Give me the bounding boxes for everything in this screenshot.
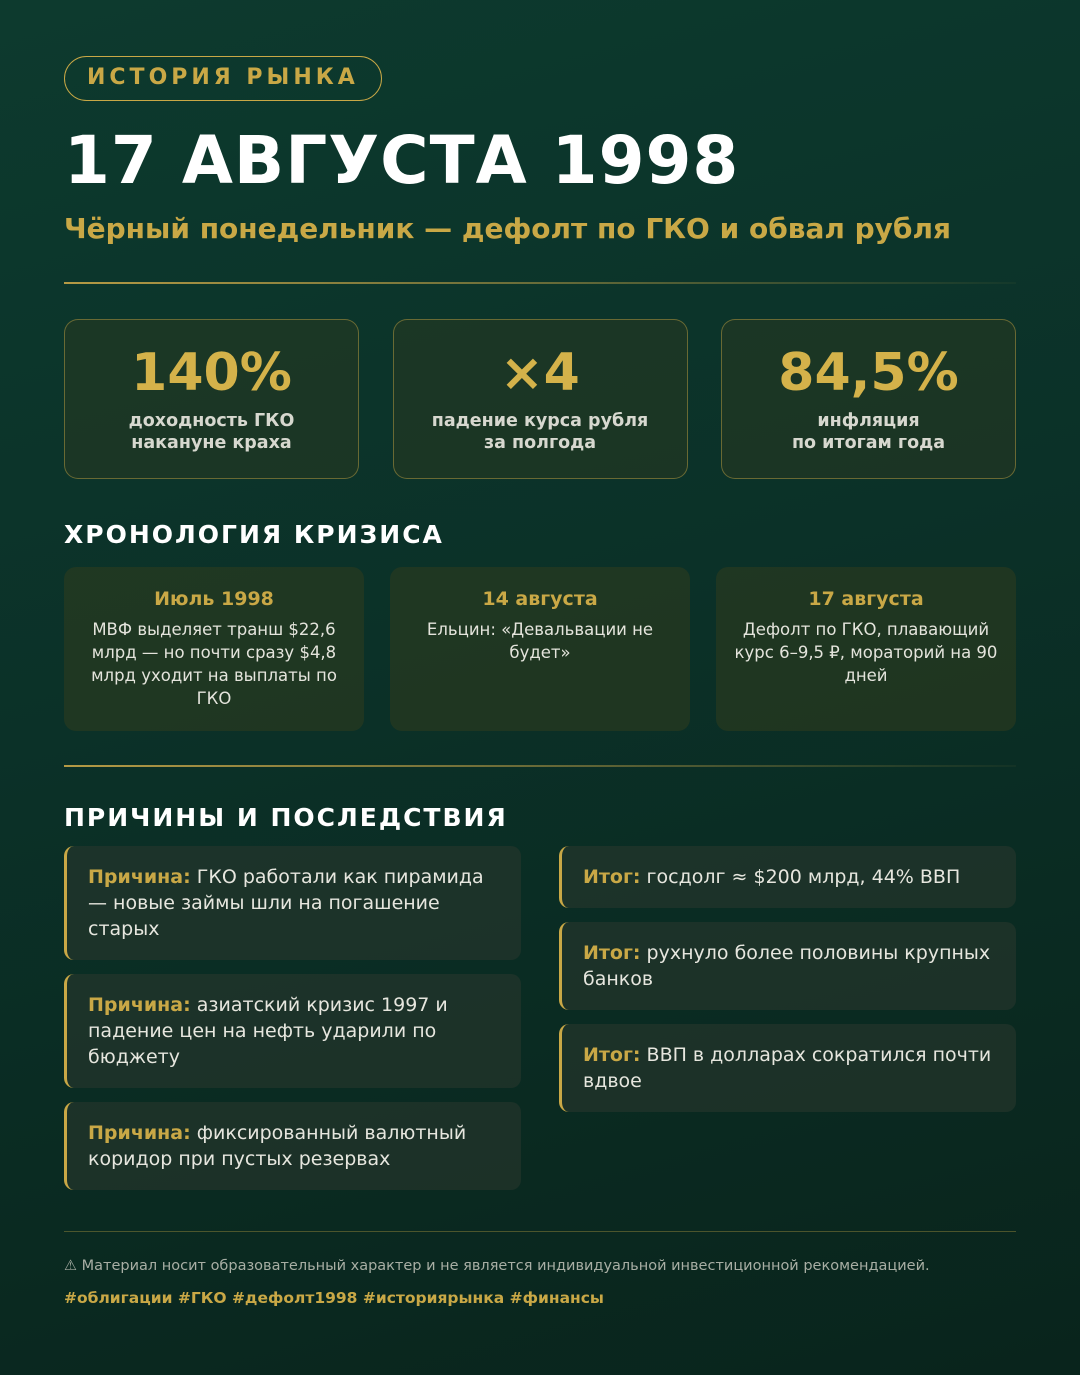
- stat-card: [721, 319, 1016, 479]
- stat-label-line: по итогам года: [791, 433, 946, 453]
- effect-tag: Итог:: [583, 866, 641, 888]
- effect-text: госдолг ≈ $200 млрд, 44% ВВП: [640, 866, 961, 888]
- cause-tag: Причина:: [88, 994, 191, 1016]
- cause-tag: Причина:: [88, 1122, 191, 1144]
- page-title: 17 АВГУСТА 1998: [64, 122, 740, 199]
- effect-text: ВВП в долларах сократился почти вдвое: [583, 1044, 992, 1092]
- stat-label-line: падение курса рубля: [431, 411, 649, 431]
- timeline-date: Июль 1998: [154, 588, 274, 610]
- stat-value: 84,5%: [778, 343, 959, 403]
- hashtags: #облигации #ГКО #дефолт1998 #историярынка #финансы: [64, 1289, 604, 1307]
- stat-label: [65, 410, 358, 454]
- cause-card: [64, 846, 521, 960]
- effects-column: [559, 846, 1016, 1204]
- effect-card: [559, 1024, 1016, 1112]
- cause-text: азиатский кризис 1997 и падение цен на нефть ударили по бюджету: [88, 994, 448, 1068]
- disclaimer: ⚠ Материал носит образовательный характер и не является индивидуальной инвестиционной рекомендацией.: [64, 1258, 930, 1274]
- timeline-item: [390, 567, 690, 731]
- stat-label: [722, 410, 1015, 454]
- effect-card: [559, 846, 1016, 908]
- effect-card: [559, 922, 1016, 1010]
- stat-label: [394, 410, 687, 454]
- page-subtitle: Чёрный понедельник — дефолт по ГКО и обвал рубля: [64, 212, 951, 245]
- timeline-heading: ХРОНОЛОГИЯ КРИЗИСА: [64, 520, 444, 549]
- footer-divider: [64, 1231, 1016, 1232]
- timeline-text: МВФ выделяет транш $22,6 млрд — но почти сразу $4,8 млрд уходит на выплаты по ГКО: [91, 620, 337, 708]
- causes-column: [64, 846, 521, 1204]
- effect-tag: Итог:: [583, 1044, 641, 1066]
- stat-label-line: инфляция: [817, 411, 920, 431]
- timeline-text: Дефолт по ГКО, плавающий курс 6–9,5 ₽, мораторий на 90 дней: [734, 620, 998, 685]
- divider: [64, 765, 1016, 767]
- cause-text: фиксированный валютный коридор при пустых резервах: [88, 1122, 467, 1170]
- stat-value: ×4: [500, 343, 580, 403]
- cause-card: [64, 974, 521, 1088]
- stat-value: 140%: [131, 343, 292, 403]
- timeline-item: [64, 567, 364, 731]
- stat-card: [393, 319, 688, 479]
- divider: [64, 282, 1016, 284]
- causes-effects: [64, 846, 1016, 1204]
- effect-tag: Итог:: [583, 942, 641, 964]
- infographic: [64, 56, 1016, 1204]
- cause-tag: Причина:: [88, 866, 191, 888]
- stat-card: [64, 319, 359, 479]
- timeline-date: 14 августа: [482, 588, 598, 610]
- effect-text: рухнуло более половины крупных банков: [583, 942, 991, 990]
- timeline-date: 17 августа: [808, 588, 924, 610]
- category-badge: ИСТОРИЯ РЫНКА: [64, 56, 382, 101]
- key-stats: [64, 319, 1016, 479]
- timeline-item: [716, 567, 1016, 731]
- stat-label-line: доходность ГКО: [128, 411, 295, 431]
- cause-card: [64, 1102, 521, 1190]
- stat-label-line: за полгода: [483, 433, 597, 453]
- timeline-text: Ельцин: «Девальвации не будет»: [426, 620, 654, 662]
- timeline: [64, 567, 1016, 731]
- causes-effects-heading: ПРИЧИНЫ И ПОСЛЕДСТВИЯ: [64, 803, 508, 832]
- cause-text: ГКО работали как пирамида — новые займы шли на погашение старых: [88, 866, 484, 940]
- stat-label-line: накануне краха: [131, 433, 292, 453]
